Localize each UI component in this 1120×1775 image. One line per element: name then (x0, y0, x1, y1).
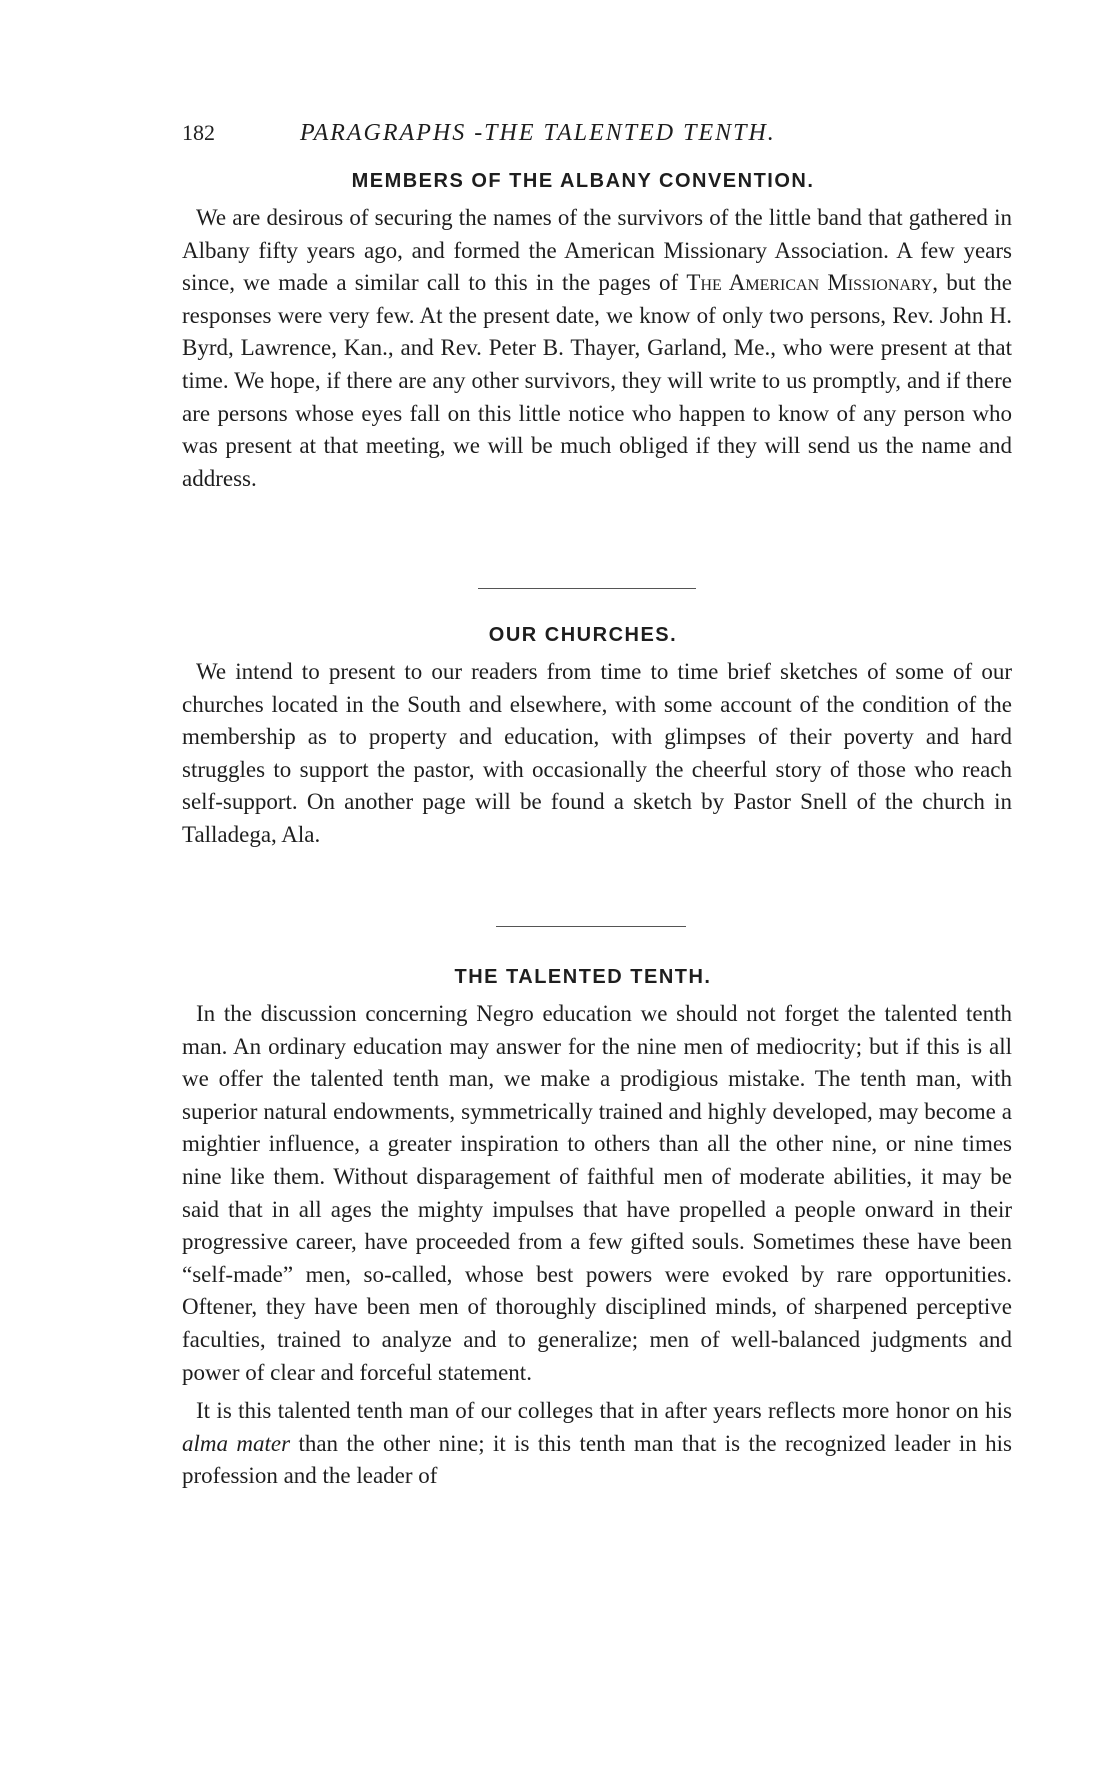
italic-phrase: alma mater (182, 1430, 291, 1456)
section-divider (496, 926, 686, 927)
paragraph-text: , but the responses were very few. At the present date, we know of only two persons, Rev. John H. Byrd, Lawrence, Kan., and Rev. Peter B. Thayer, Garland, Me., who were present at that time. We hope, if there are any other survivors, they will write to us promptly, and if there are persons whose eyes fall on this little notice who happen to know of any person who was present at that meeting, we will be much obliged if they will send us the name and address. (182, 270, 1012, 491)
paragraph (182, 202, 1012, 495)
paragraph-text: It is this talented tenth man of our colleges that in after years reflects more honor on his (196, 1398, 1012, 1424)
section-talented-tenth (182, 964, 1012, 1493)
section-our-churches (182, 622, 1012, 852)
running-head (182, 118, 1012, 158)
publication-title: The American Missionary (686, 270, 933, 296)
section-heading: THE TALENTED TENTH. (454, 966, 712, 988)
running-title: PARAGRAPHS -THE TALENTED TENTH. (300, 120, 776, 146)
section-albany-convention (182, 168, 1012, 495)
section-heading: OUR CHURCHES. (488, 624, 678, 646)
paragraph-text: We are desirous of securing the names of the survivors of the little band that gathered in Albany fifty years ago, and formed the American Missionary Association. A few years since, we made a similar call to this in the pages of (182, 205, 1012, 296)
section-heading: MEMBERS OF THE ALBANY CONVENTION. (351, 170, 815, 192)
paragraph: In the discussion concerning Negro education we should not forget the talented tenth man. An ordinary education may answer for the nine men of mediocrity; but if this is all we offer the talented tenth man, we make a prodigious mistake. The tenth man, with superior natural endowments, symmetrically trained and highly developed, may become a mightier influence, a greater inspiration to others than all the other nine, or nine times nine like them. Without disparagement of faithful men of moderate abilities, it may be said that in all ages the mighty impulses that have propelled a people onward in their progressive career, have proceeded from a few gifted souls. Sometimes these have been “self-made” men, so-called, whose best powers were evoked by rare opportunities. Oftener, they have been men of thoroughly disciplined minds, of sharpened perceptive faculties, trained to analyze and to generalize; men of well-balanced judgments and power of clear and forceful statement. (182, 1001, 1012, 1385)
paragraph: We intend to present to our readers from time to time brief sketches of some of our churches located in the South and elsewhere, with some account of the condition of the membership as to property and education, with glimpses of their poverty and hard struggles to support the pastor, with occasionally the cheerful story of those who reach self-support. On another page will be found a sketch by Pastor Snell of the church in Talladega, Ala. (182, 659, 1012, 847)
paragraph (182, 1395, 1012, 1493)
page-number: 182 (182, 120, 215, 145)
section-divider (478, 588, 696, 589)
paragraph-text: than the other nine; it is this tenth man that is the recognized leader in his profession and the leader of (182, 1430, 1012, 1489)
